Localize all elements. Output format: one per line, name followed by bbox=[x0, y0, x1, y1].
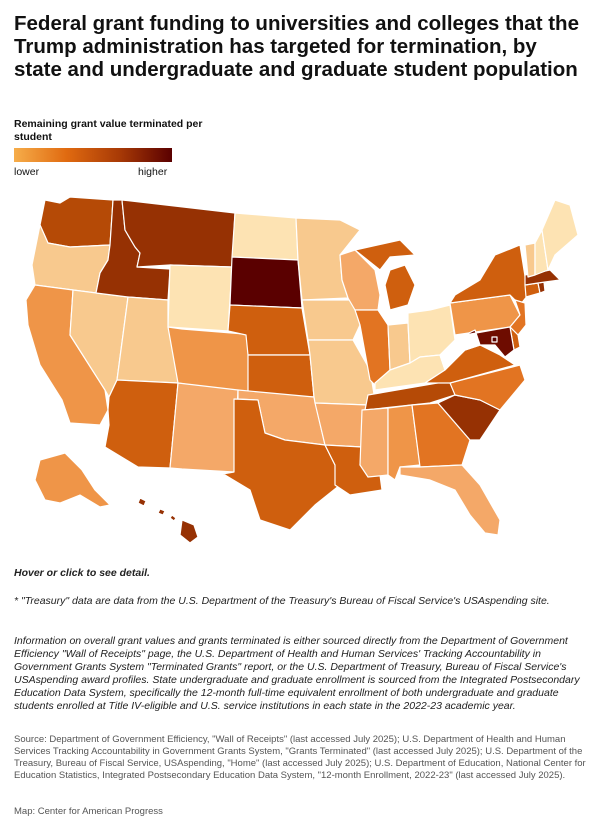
state-in[interactable] bbox=[388, 323, 410, 370]
source-note: Source: Department of Government Efficiency, "Wall of Receipts" (last accessed July 2025); U.S. Department of Health and Human Services Tracking Accountability in Government Grants System, "Grants Terminated" (last accessed July 2025); U.S. Department of the Treasury, Bureau of Fiscal Service, USAspending, "Home" (last accessed July 2025); U.S. Department of Education, National Center for Education Statistics, Integrated Postsecondary Education Data System, "12-month Enrollment, 2022-23" (last accessed July 2025). bbox=[14, 734, 586, 781]
state-ia[interactable] bbox=[302, 300, 360, 340]
chart-title: Federal grant funding to universities and colleges that the Trump administration has targeted for termination, by state and undergraduate and graduate student population bbox=[14, 12, 579, 81]
state-nm[interactable] bbox=[170, 383, 238, 472]
us-choropleth-map bbox=[10, 185, 590, 565]
hover-hint: Hover or click to see detail. bbox=[14, 567, 150, 579]
state-fl[interactable] bbox=[400, 465, 500, 535]
legend-low-label: lower bbox=[14, 166, 40, 178]
legend-high-label: higher bbox=[138, 166, 168, 178]
state-ms[interactable] bbox=[360, 408, 388, 477]
legend-title: Remaining grant value terminated per student bbox=[14, 118, 203, 143]
state-az[interactable] bbox=[105, 380, 178, 468]
information-note: Information on overall grant values and grants terminated is either sourced directly from the Department of Government Efficiency "Wall of Receipts" page, the U.S. Department of Health and Human Services' Tracking Accountability in Government Grants System "Terminated Grants" report, or the U.S. Department of Treasury, Bureau of Fiscal Service's USAspending award profiles. State undergraduate and graduate enrollment is sourced from the Integrated Postsecondary Education Data System, specifically the 12-month full-time equivalent enrollment of both undergraduate and graduate students enrolled at Title IV-eligible and U.S. service institutions in each state in the 2022-23 academic year. bbox=[14, 635, 580, 712]
state-ny[interactable] bbox=[450, 245, 528, 305]
map-credit: Map: Center for American Progress bbox=[14, 806, 163, 817]
state-vt[interactable] bbox=[525, 243, 535, 277]
state-wy[interactable] bbox=[168, 265, 232, 331]
state-mt[interactable] bbox=[122, 200, 235, 267]
state-wa[interactable] bbox=[40, 197, 113, 247]
state-nd[interactable] bbox=[232, 213, 298, 260]
state-dc[interactable] bbox=[492, 337, 497, 342]
state-ak[interactable] bbox=[35, 453, 110, 507]
state-ks[interactable] bbox=[248, 355, 314, 397]
state-me[interactable] bbox=[542, 200, 578, 270]
legend-gradient-bar bbox=[14, 148, 172, 162]
state-sd[interactable] bbox=[230, 257, 302, 308]
footnote: * "Treasury" data are data from the U.S. Department of the Treasury's Bureau of Fiscal Service's USAspending site. bbox=[14, 595, 550, 607]
state-hi[interactable] bbox=[138, 498, 198, 543]
